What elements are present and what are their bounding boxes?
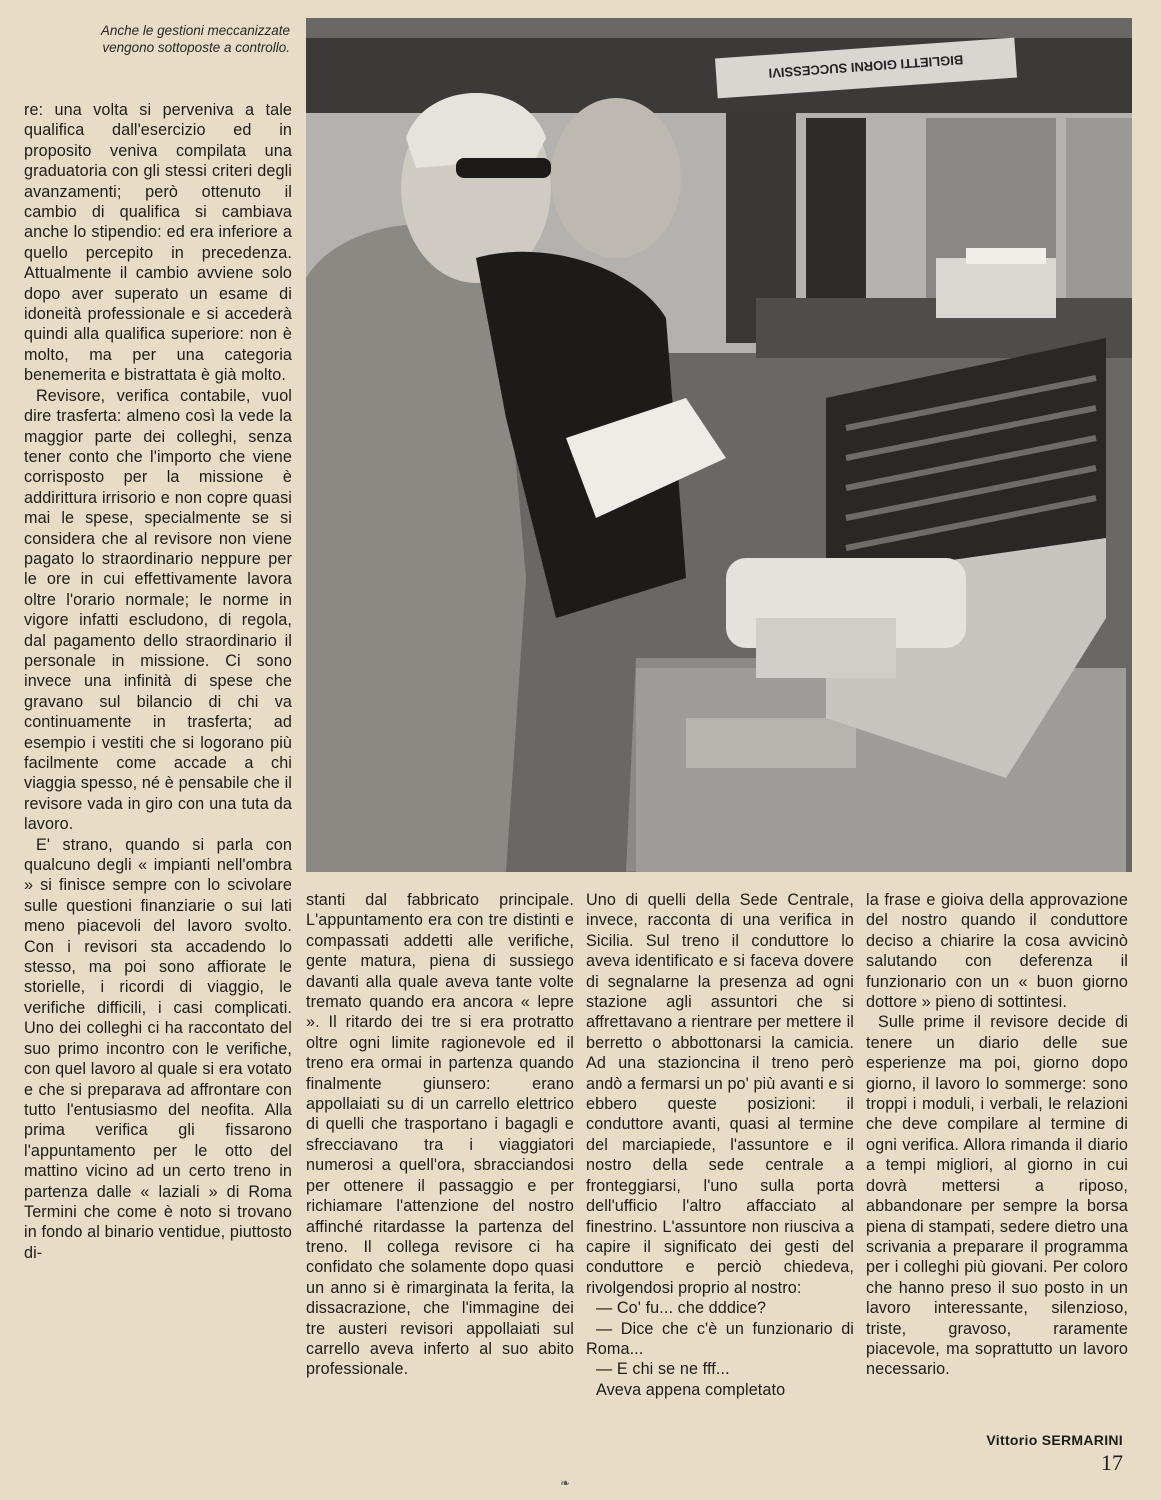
sign-text: BIGLIETTI GIORNI SUCCESSIVI — [768, 52, 964, 81]
page-number: 17 — [1101, 1450, 1123, 1475]
dialogue-line: — E chi se ne fff... — [596, 1360, 730, 1379]
print-mark-icon: ❧ — [560, 1476, 571, 1490]
paragraph: Revisore, verifica contabile, vuol dire trasferta: almeno così la vede la maggior parte dei colleghi, senza tener conto che l'importo che viene corrisposto per la missione è addirittura irrisorio e non copre quasi mai le spese, specialmente se si considera che al revisore non viene pagato lo straordinario neppure per le ore in cui effettivamente lavora oltre l'orario normale; le norme in vigore infatti escludono, di regola, dal pagamento dello straordinario il personale in missione. Ci sono invece una infinità di spese che gravano sul bilancio di chi va continuamente in trasferta; ad esempio i vestiti che si logorano più facilmente come accade a chi viaggia spesso, né è pensabile che il revisore vada in giro con una tuta da lavoro. — [24, 386, 292, 834]
photo-illustration — [306, 18, 1132, 872]
text-column-3 — [586, 890, 854, 1400]
text-column-4 — [866, 890, 1128, 1380]
photo-revisors-at-machine — [306, 18, 1132, 872]
paragraph: E' strano, quando si parla con qualcuno degli « impianti nell'ombra » si finisce sempre con lo scivolare sulle questioni finanziarie o sui lati meno piacevoli del lavoro svolto. Con i revisori sta accadendo lo stesso, ma poi sono affiorate le storielle, i ricordi di viaggio, le verifiche difficili, i casi complicati. Uno dei colleghi ci ha raccontato del suo primo incontro con le verifiche, con quel lavoro al quale si era votato e che si preparava ad affrontare con tutto l'entusiasmo del neofita. Alla prima verifica gli fissarono l'appuntamento per le otto del mattino vicino ad un certo treno in partenza dalle « laziali » di Roma Termini che come è noto si trovano in fondo al binario ventidue, piuttosto di- — [24, 835, 292, 1262]
photo-caption: Anche le gestioni meccanizzate vengono sottoposte a controllo. — [100, 23, 290, 55]
author-byline: Vittorio SERMARINI — [986, 1432, 1123, 1448]
paragraph: Aveva appena completato — [596, 1380, 786, 1399]
paragraph: Sulle prime il revisore decide di tenere un diario delle sue esperienze ma poi, giorno dopo giorno, il lavoro lo sommerge: sono troppi i moduli, i verbali, le relazioni che deve compilare al termine di ogni verifica. Allora rimanda il diario a tempi migliori, al giorno in cui dovrà mettersi a riposo, abbandonare per sempre la borsa piena di stampati, sedere dietro una scrivania a preparare il programma per i colleghi più giovani. Per coloro che hanno preso il suo posto in un lavoro interessante, silenzioso, triste, gravoso, raramente piacevole, ma soprattutto un lavoro necessario. — [866, 1013, 1128, 1379]
paragraph: Uno di quelli della Sede Centrale, invece, racconta di una verifica in Sicilia. Sul treno il conduttore lo aveva identificato e si faceva dovere di segnalarne la presenza ad ogni stazione agli assuntori che si affrettavano a rientrare per mettere il berretto o abbottonarsi la camicia. Ad una stazioncina il treno però andò a fermarsi un po' più avanti e si ebbero queste posizioni: il conduttore avanti, quasi al termine del marciapiede, l'assuntore e il nostro della sede centrale a fronteggiarsi, l'uno sulla porta dell'ufficio l'altro affacciato al finestrino. L'assuntore non riusciva a capire il significato dei gesti del conduttore e perciò chiedeva, rivolgendosi proprio al nostro: — [586, 891, 854, 1297]
paragraph: la frase e gioiva della approvazione del nostro quando il conduttore deciso a chiarire la cosa avvicinò salutando con deferenza il funzionario con un « buon giorno dottore » pieno di sottintesi. — [866, 891, 1128, 1012]
paragraph: re: una volta si perveniva a tale qualifica dall'esercizio ed in proposito veniva compilata una graduatoria con gli stessi criteri degli avanzamenti; però ottenuto il cambio di qualifica si cambiava anche lo stipendio: ed era inferiore a quello percepito in precedenza. Attualmente il cambio avviene solo dopo aver superato un esame di idoneità professionale e si accederà quindi alla qualifica superiore: non è molto, ma per una categoria benemerita e bistrattata è già molto. — [24, 101, 292, 385]
dialogue-line: — Co' fu... che dddice? — [596, 1299, 767, 1318]
text-column-2 — [306, 890, 574, 1380]
dialogue-line: — Dice che c'è un funzionario di Roma... — [586, 1319, 854, 1358]
paragraph: stanti dal fabbricato principale. L'appuntamento era con tre distinti e compassati addetti alle verifiche, gente matura, piena di sussiego davanti alla quale aveva tante volte tremato quando era ancora « lepre ». Il ritardo dei tre si era protratto oltre ogni limite ragionevole ed il treno era ormai in partenza quando finalmente giunsero: erano appollaiati su di un carrello elettrico di quelli che trasportano i bagagli e sfrecciavano tra i viaggiatori numerosi a quell'ora, sbracciandosi per ottenere il passaggio e per richiamare l'attenzione del nostro affinché ritardasse la partenza del treno. Il collega revisore ci ha confidato che solamente dopo quasi un anno si è rimarginata la ferita, la dissacrazione, che l'immagine dei tre austeri revisori appollaiati sul carrello aveva inferto al suo abito professionale. — [306, 891, 574, 1379]
text-column-1 — [24, 100, 292, 1263]
